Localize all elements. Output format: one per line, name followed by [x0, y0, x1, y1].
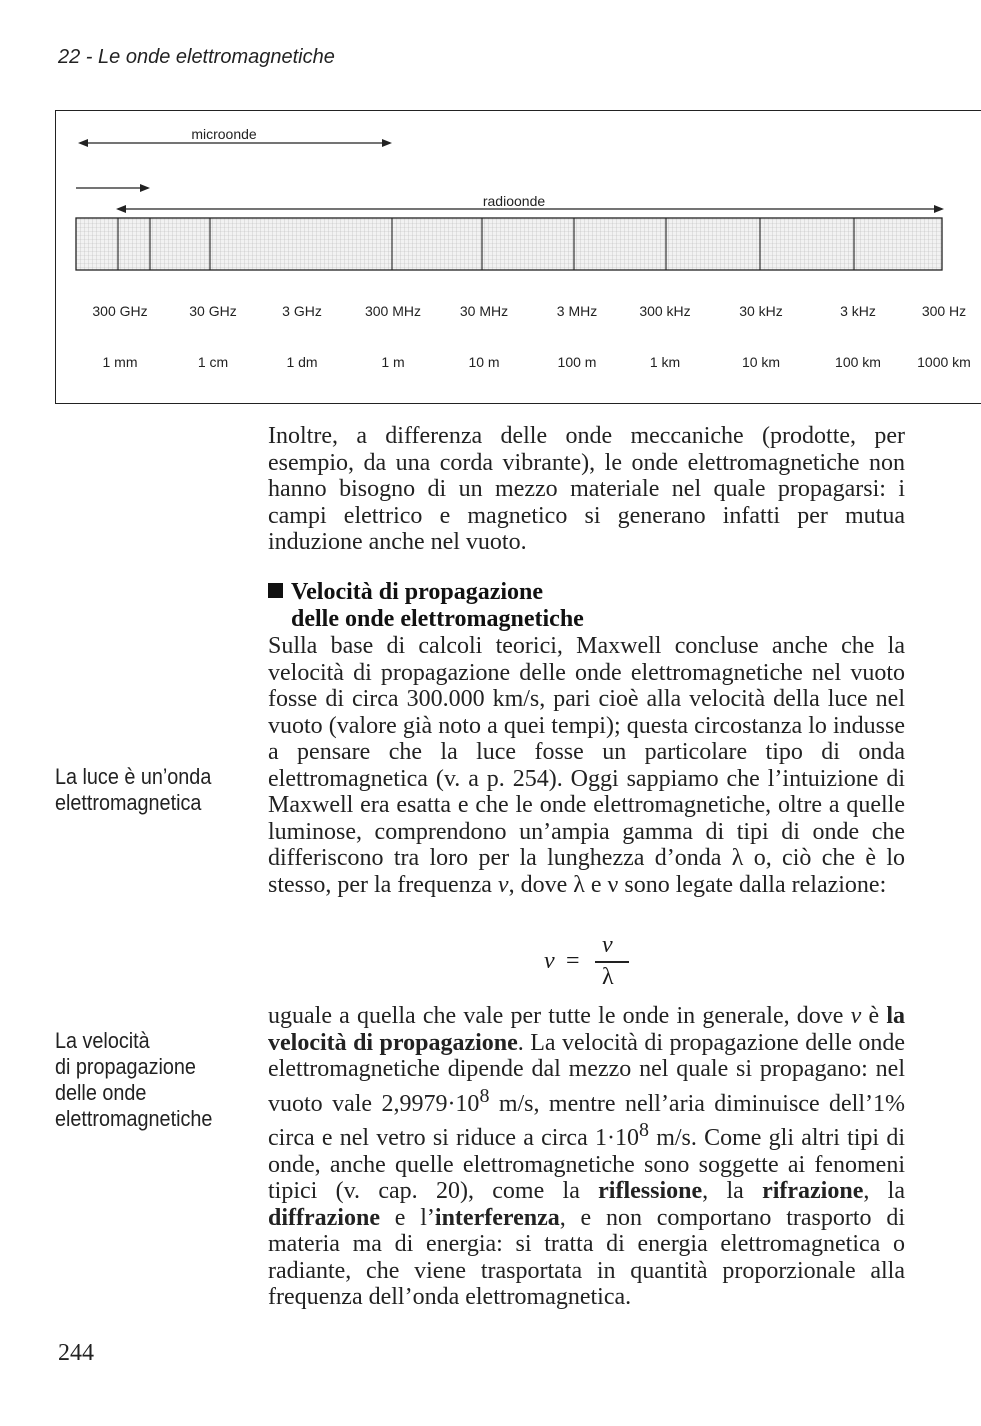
frequency-label: 300 GHz	[92, 303, 148, 319]
heading-line-2: delle onde elettromagnetiche	[291, 605, 584, 632]
spectrum-figure	[55, 110, 981, 404]
radio-label: radioonde	[482, 193, 546, 209]
page-number: 244	[58, 1340, 94, 1366]
wavelength-label: 1 m	[381, 354, 405, 370]
wavelength-labels	[103, 354, 971, 370]
microwave-label: microonde	[191, 126, 257, 142]
frequency-label: 300 MHz	[364, 303, 422, 319]
fraction-bar	[595, 961, 629, 963]
spectrum-diagram	[56, 111, 981, 405]
wavelength-label: 1 km	[649, 354, 681, 370]
wavelength-label: 1000 km	[917, 354, 971, 370]
frequency-label: 3 MHz	[556, 303, 598, 319]
frequency-formula	[540, 934, 660, 994]
frequency-label: 300 kHz	[639, 303, 691, 319]
frequency-label: 30 MHz	[459, 303, 509, 319]
wavelength-label: 1 mm	[102, 354, 138, 370]
wavelength-label: 1 cm	[197, 354, 229, 370]
spectrum-band	[76, 218, 942, 270]
margin-note-light: La luce è un’onda elettromagnetica	[55, 764, 212, 815]
frequency-label: 30 GHz	[189, 303, 237, 319]
frequency-labels	[92, 303, 966, 319]
frequency-label: 300 Hz	[921, 303, 967, 319]
paragraph-maxwell: Sulla base di calcoli teorici, Maxwell concluse anche che la velocità di propagazione delle onde elettromagnetiche nel vuoto fosse di circa 300.000 km/s, pari cioè alla velocità della luce nel vuoto (valore già noto a quei tempi); questa circostanza lo indusse a pensare che la luce fosse un particolare tipo di onda elettromagnetica (v. a p. 254). Oggi sappiamo che l’intuizione di Maxwell era esatta e che le onde elettromagnetiche, oltre a quelle luminose, comprendono un’ampia gamma di tipi di onde che differiscono tra loro per la lunghezza d’onda λ o, ciò che è lo stesso, per la frequenza ν, dove λ e ν sono legate dalla relazione:	[268, 633, 905, 898]
frequency-label: 3 GHz	[282, 303, 322, 319]
frequency-label: 30 kHz	[739, 303, 783, 319]
paragraph-velocity: uguale a quella che vale per tutte le onde in generale, dove v è la velocità di propagazione. La velocità di propagazione delle onde elettromagnetiche dipende dal mezzo nel quale si propagano: nel vuoto vale $2,9979\cdot 10^8$ m/s, mentre nell’aria diminuisce dell’1% circa e nel vetro si riduce a circa $1\cdot 10^8$ m/s. Come gli altri tipi di onde, anche quelle elettromagnetiche sono soggette ai fenomeni tipici (v. cap. 20), come la riflessione, la rifrazione, la diffrazione e l’interferenza, e non comportano trasporto di materia ma di energia: si tratta di energia elettromagnetica o radiante, che viene trasportata in quantità proporzionale alla frequenza dell’onda elettromagnetica.	[268, 1003, 906, 1310]
formula-equals: =	[566, 948, 580, 974]
formula-numerator: v	[602, 932, 613, 958]
section-heading	[268, 579, 905, 632]
running-header: 22 - Le onde elettromagnetiche	[58, 46, 335, 68]
wavelength-label: 100 km	[835, 354, 881, 370]
formula-denominator: λ	[602, 964, 614, 990]
margin-note-velocity: La velocità di propagazione delle onde elettromagnetiche	[55, 1028, 213, 1131]
paragraph-intro: Inoltre, a differenza delle onde meccaniche (prodotte, per esempio, da una corda vibrante), le onde elettromagnetiche non hanno bisogno di un mezzo materiale nel quale propagarsi: i campi elettrico e magnetico si generano infatti per mutua induzione anche nel vuoto.	[268, 423, 905, 555]
wavelength-label: 100 m	[557, 354, 597, 370]
formula-lhs: ν	[544, 948, 555, 974]
frequency-label: 3 kHz	[840, 303, 876, 319]
heading-line-1: Velocità di propagazione	[291, 579, 544, 605]
wavelength-label: 10 m	[468, 354, 500, 370]
wavelength-label: 10 km	[741, 354, 781, 370]
wavelength-label: 1 dm	[286, 354, 318, 370]
square-bullet-icon	[268, 583, 283, 598]
